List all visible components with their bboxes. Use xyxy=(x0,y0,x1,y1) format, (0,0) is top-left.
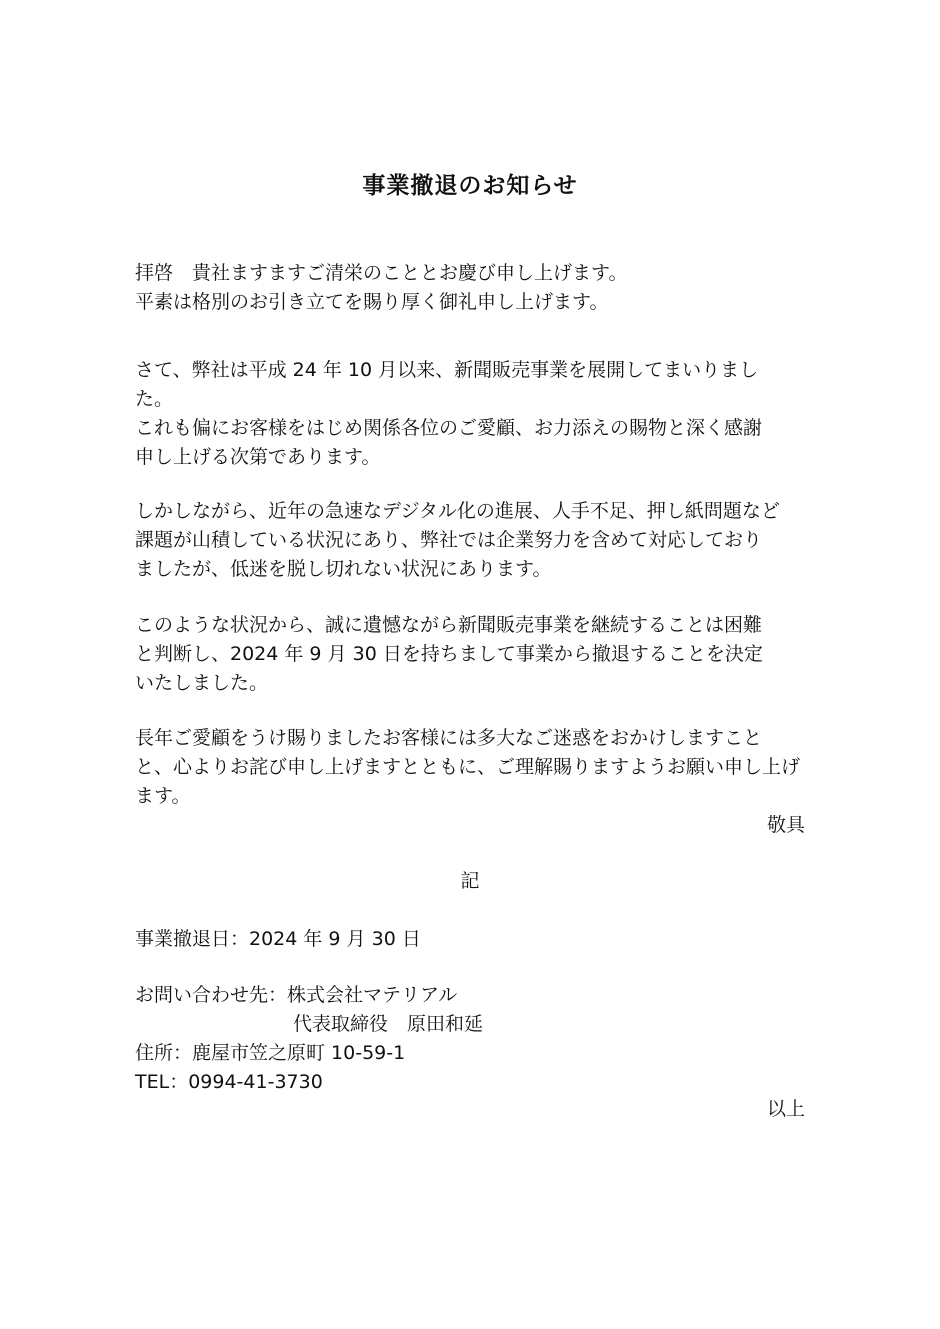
paragraph-line: いたしました。 xyxy=(135,672,269,694)
greeting-paragraph xyxy=(135,259,815,317)
paragraph-line: 申し上げる次第であります。 xyxy=(135,446,381,468)
paragraph-line: ます。 xyxy=(135,785,191,807)
paragraph-line: 長年ご愛顧をうけ賜りましたお客様には多大なご迷惑をおかけしますこと xyxy=(135,727,763,749)
contact-address: 住所：鹿屋市笠之原町 10-59-1 xyxy=(135,1042,406,1064)
closing-ijou: 以上 xyxy=(766,1098,805,1120)
paragraph-line: さて、弊社は平成 24 年 10 月以来、新聞販売事業を展開してまいりまし xyxy=(135,359,759,381)
paragraph-line: 課題が山積している状況にあり、弊社では企業努力を含めて対応しており xyxy=(135,529,763,551)
intro-paragraph xyxy=(135,356,815,472)
paragraph-line: た。 xyxy=(135,388,174,410)
withdrawal-date xyxy=(135,925,815,954)
document-title: 事業撤退のお知らせ xyxy=(362,173,578,199)
withdrawal-date-text: 事業撤退日：2024 年 9 月 30 日 xyxy=(135,928,421,950)
decision-paragraph xyxy=(135,611,815,698)
paragraph-line: ましたが、低迷を脱し切れない状況にあります。 xyxy=(135,558,552,580)
paragraph-line: と判断し、2024 年 9 月 30 日を持ちまして事業から撤退することを決定 xyxy=(135,643,763,665)
apology-paragraph xyxy=(135,724,815,811)
closing-keigu: 敬具 xyxy=(766,814,805,836)
ki-heading: 記 xyxy=(460,870,480,892)
greeting-line: 平素は格別のお引き立てを賜り厚く御礼申し上げます。 xyxy=(135,291,609,313)
situation-paragraph xyxy=(135,497,815,584)
paragraph-line: このような状況から、誠に遺憾ながら新聞販売事業を継続することは困難 xyxy=(135,614,763,636)
greeting-line: 拝啓 貴社ますますご清栄のこととお慶び申し上げます。 xyxy=(135,262,628,284)
paragraph-line: しかしながら、近年の急速なデジタル化の進展、人手不足、押し紙問題など xyxy=(135,500,780,522)
contact-representative: 代表取締役 原田和延 xyxy=(293,1013,484,1035)
contact-tel: TEL：0994-41-3730 xyxy=(135,1071,323,1093)
contact-company: お問い合わせ先：株式会社マテリアル xyxy=(135,984,458,1006)
contact-block xyxy=(135,981,815,1097)
paragraph-line: これも偏にお客様をはじめ関係各位のご愛顧、お力添えの賜物と深く感謝 xyxy=(135,417,763,439)
paragraph-line: と、心よりお詫び申し上げますとともに、ご理解賜りますようお願い申し上げ xyxy=(135,756,801,778)
